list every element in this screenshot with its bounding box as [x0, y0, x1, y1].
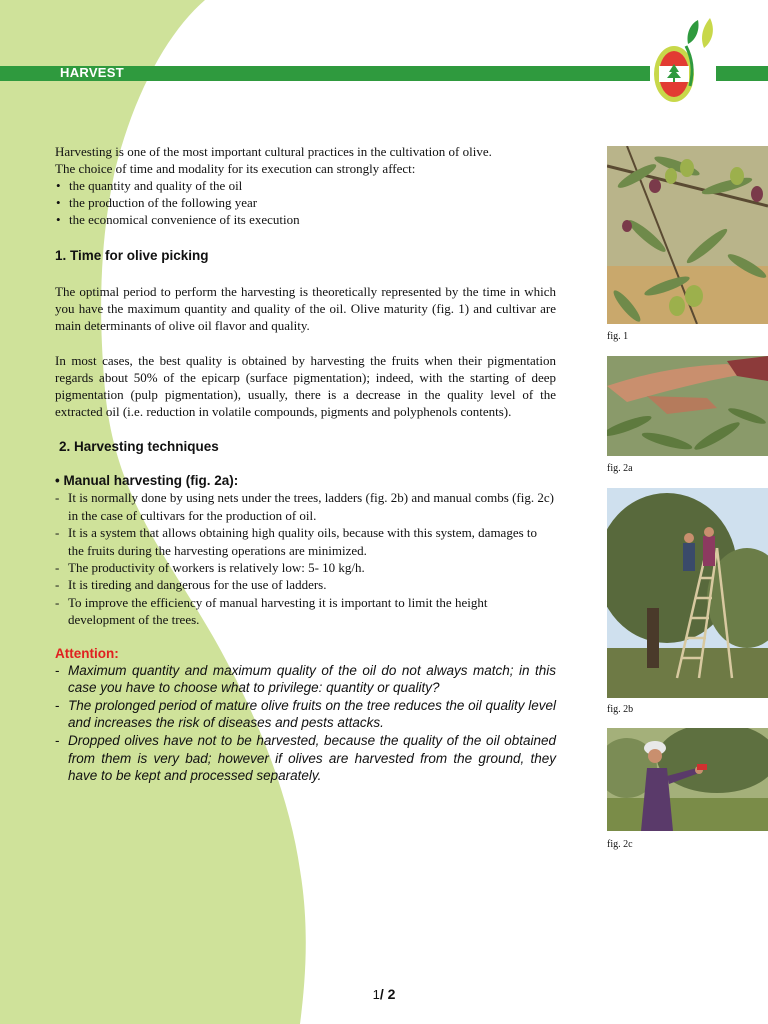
fig-2c-image	[607, 728, 768, 831]
fig-2b-image	[607, 488, 768, 698]
list-item: • the economical convenience of its execution	[56, 212, 300, 227]
fig-2b-caption: fig. 2b	[607, 704, 634, 715]
list-item: - It is tireding and dangerous for the use of ladders.	[55, 577, 327, 593]
intro-line-1: Harvesting is one of the most important cultural practices in the cultivation of olive.	[55, 144, 492, 159]
fig-2a-caption: fig. 2a	[607, 463, 633, 474]
list-item: - To improve the efficiency of manual harvesting it is important to limit the height development of the trees.	[55, 594, 488, 628]
fig-1-image	[607, 146, 768, 324]
manual-harvesting-list	[55, 489, 556, 628]
intro-bullet-list	[55, 177, 556, 228]
section-1-paragraph-1: The optimal period to perform the harvesting is theoretically represented by the time in which you have the maximum quantity and quality of the oil. Olive maturity (fig. 1) and cultivar are main determinants of olive oil flavor and quality.	[55, 284, 556, 334]
cedar-olive-logo-icon	[648, 14, 720, 106]
list-item: - It is a system that allows obtaining high quality oils, because with this system, damages to the fruits during the harvesting operations are minimized.	[55, 525, 538, 558]
manual-harvesting-heading: • Manual harvesting (fig. 2a):	[55, 473, 239, 489]
list-item: - Maximum quantity and maximum quality of the oil do not always match; in this case you have to choose what to privilege: quantity or quality?	[55, 662, 556, 696]
list-item: - Dropped olives have not to be harvested, because the quality of the oil obtained from them is very bad; however if olives are harvested from the ground, they have to be kept and processed separately.	[55, 733, 556, 784]
intro-line-2: The choice of time and modality for its execution can strongly affect:	[55, 161, 416, 176]
section-2-heading: 2. Harvesting techniques	[59, 439, 219, 455]
list-item: • the production of the following year	[56, 195, 258, 210]
section-1-heading: 1. Time for olive picking	[55, 248, 209, 263]
main-content	[55, 143, 556, 785]
page-number: 1/ 2	[372, 986, 396, 1002]
page-title: HARVEST	[60, 65, 124, 80]
fig-2c-caption: fig. 2c	[607, 839, 633, 850]
list-item: • the quantity and quality of the oil	[56, 178, 243, 193]
list-item: - It is normally done by using nets under the trees, ladders (fig. 2b) and manual combs (fig. 2c) in the case of cultivars for the production of oil.	[55, 490, 554, 523]
list-item: - The prolonged period of mature olive fruits on the tree reduces the oil quality level and increases the risk of diseases and pests attacks.	[55, 697, 556, 731]
fig-1-caption: fig. 1	[607, 331, 629, 342]
fig-2a-image	[607, 356, 768, 456]
section-1-paragraph-2: In most cases, the best quality is obtained by harvesting the fruits when their pigmentation regards about 50% of the epicarp (surface pigmentation); indeed, with the starting of deep pigmentation (pulp pigmentation), usually, there is a decrease in the quality level of the extracted oil (i.e. reduction in volatile compounds, pigments and polyphenols contents).	[55, 352, 556, 420]
attention-heading: Attention:	[55, 645, 119, 661]
attention-list	[55, 662, 556, 785]
list-item: - The productivity of workers is relatively low: 5- 10 kg/h.	[55, 560, 365, 576]
header-bar-right	[716, 66, 768, 81]
